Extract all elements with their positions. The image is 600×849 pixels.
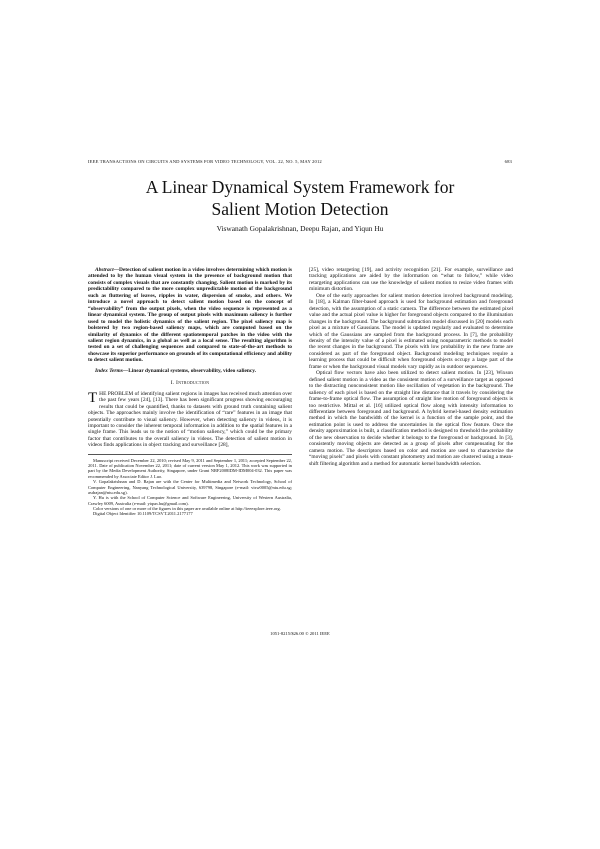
footnote-affiliation-1: V. Gopalakrishnan and D. Rajan are with the Center for Multimedia and Network Technology, School of Computer Engineering, Nanyang Technological University, 639798, Singapore (e-mail: visw0005@ntu.edu.sg; asdrajan@ntu.edu.sg). bbox=[88, 479, 292, 495]
intro-first-words: HE PROBLEM bbox=[99, 390, 134, 397]
footnotes bbox=[88, 454, 292, 517]
journal-header: IEEE TRANSACTIONS ON CIRCUITS AND SYSTEMS FOR VIDEO TECHNOLOGY, VOL. 22, NO. 5, MAY 2012 bbox=[88, 159, 322, 164]
index-terms bbox=[88, 368, 292, 374]
abstract-text: Detection of salient motion in a video involves determining which motion is attended to by the human visual system in the presence of background motion that consists of complex visuals that are constantly changing. Salient motion is marked by its predictability compared to the more complex unpredictable motion of the background such as fluttering of leaves, ripples in water, dispersion of smoke, and others. We introduce a novel approach to detect salient motion based on the concept of “observability” from the output pixels, when the video sequence is represented as a linear dynamical system. The group of output pixels with maximum saliency is further used to model the holistic dynamics of the salient region. The pixel saliency map is bolstered by two region-based saliency maps, which are computed based on the similarity of dynamics of the different spatiotemporal patches in the video with the salient region dynamics, in a global as well as a local sense. The resulting algorithm is tested on a set of challenging sequences and compared to state-of-the-art methods to showcase its superior performance on grounds of its computational efficiency and ability to detect salient motion. bbox=[88, 267, 292, 364]
paper-title-line-2: Salient Motion Detection bbox=[211, 199, 389, 219]
intro-text: of identifying salient regions in images has received much attention over the past few years [24], [13]. There has been significant progress showing encouraging results that could be quantified, thanks to datasets with ground truth containing salient objects. The approaches mainly involve the identification of “rare” features in an image that potentially contribute to visual saliency. However, when detecting saliency in videos, it is important to consider the inherent temporal information in addition to the spatial features in a single frame. This leads us to the notion of “motion saliency,” which could be the primary factor that contributes to the overall saliency in videos. The detection of salient motion in videos finds applications in object tracking and surveillance [28], bbox=[88, 390, 292, 449]
intro-dropcap: T bbox=[88, 389, 98, 406]
right-column bbox=[309, 267, 513, 467]
footnote-color-figures: Color versions of one or more of the figures in this paper are available online at http://ieeexplore.ieee.org. bbox=[93, 505, 281, 511]
paper-title-line-1: A Linear Dynamical System Framework for bbox=[145, 177, 455, 197]
intro-paragraph bbox=[88, 391, 292, 449]
left-column bbox=[88, 267, 292, 517]
abstract bbox=[88, 267, 292, 364]
paper-title bbox=[60, 176, 540, 220]
right-paragraph-3: Optical flow vectors have also been utilized to detect salient motion. In [23], Wixson defined salient motion in a video as the consistent motion of a surveillance target as opposed to the distracting nonconsistent motion like oscillation of vegetation in the background. The saliency of each pixel is based on the straight line distance that it travels by considering the frame-to-frame optical flow. The assumption of straight line motion of foreground objects is too restrictive. Mittal et al. [16] utilized optical flow along with intensity information to differentiate between foreground and background. A hybrid kernel-based density estimation method in which the bandwidth of the kernel is a function of the sample point, and the estimation point is used to address the uncertainties in the optical flow feature. Once the density approximation is built, a classification method is designed to threshold the probability of the new observation to decide whether it belongs to the foreground or background. In [3], consistently moving objects are detected as a group of pixels after compensating for the camera motion. The descriptors based on color and motion are used to characterize the “moving pixels” and pixels with constant photometry and motion are clustered using a mean-shift filtering algorithm and a method for automatic kernel bandwidth selection. bbox=[309, 370, 513, 467]
footnote-manuscript: Manuscript received December 22, 2010; revised May 9, 2011 and September 1, 2011; accepted September 22, 2011. Date of publication November 22, 2011; date of current version May 1, 2012. This work was supported in part by the Media Development Authority, Singapore, under Grant NRF2008IDM-IDM004-032. This paper was recommended by Associate Editor J. Luo. bbox=[88, 457, 292, 479]
section-heading-introduction: I. Introduction bbox=[170, 380, 210, 387]
right-paragraph-2: One of the early approaches for salient motion detection involved background modeling. In [18], a Kalman filter-based approach is used for background estimation and foreground detection, with the assumption of a static camera. The difference between the estimated pixel value and the actual pixel value is higher for foreground objects compared to the illumination changes in the background. The background subtraction model discussed in [20] models each pixel as a mixture of Gaussians. The model is updated regularly and evaluated to determine which of the Gaussians are sampled from the background process. In [7], the probability density of the intensity value of a pixel is estimated using nonparametric methods to model the recent changes in the background. The pixels with low probability in the new frame are considered as part of the foreground object. Background modeling techniques require a learning process that could be difficult when foreground objects occupy a large part of the frame or when the background visual models vary rapidly as in outdoor sequences. bbox=[309, 292, 513, 370]
abstract-lead: Abstract— bbox=[95, 267, 119, 273]
page-number: 683 bbox=[504, 159, 512, 164]
right-paragraph-1: [25], video retargeting [19], and activity recognition [21]. For example, surveillance and tracking applications are aided by the information on “what to follow,” while video retargeting applications can use the knowledge of salient motion to resize video frames with minimum distortion. bbox=[309, 267, 513, 293]
footnote-affiliation-2: Y. Hu is with the School of Computer Science and Software Engineering, University of Western Australia, Crawley 6009, Australia (e-mail: yiqun.hu@gmail.com). bbox=[88, 495, 292, 506]
index-terms-lead: Index Terms— bbox=[95, 367, 129, 374]
footnote-doi: Digital Object Identifier 10.1109/TCSVT.2011.2177177 bbox=[93, 511, 193, 517]
paper-authors: Viswanath Gopalakrishnan, Deepu Rajan, and Yiqun Hu bbox=[216, 224, 384, 233]
copyright-line: 1051-8215/$26.00 © 2011 IEEE bbox=[270, 631, 330, 636]
index-terms-text: Linear dynamical systems, observability, video saliency. bbox=[128, 367, 256, 374]
